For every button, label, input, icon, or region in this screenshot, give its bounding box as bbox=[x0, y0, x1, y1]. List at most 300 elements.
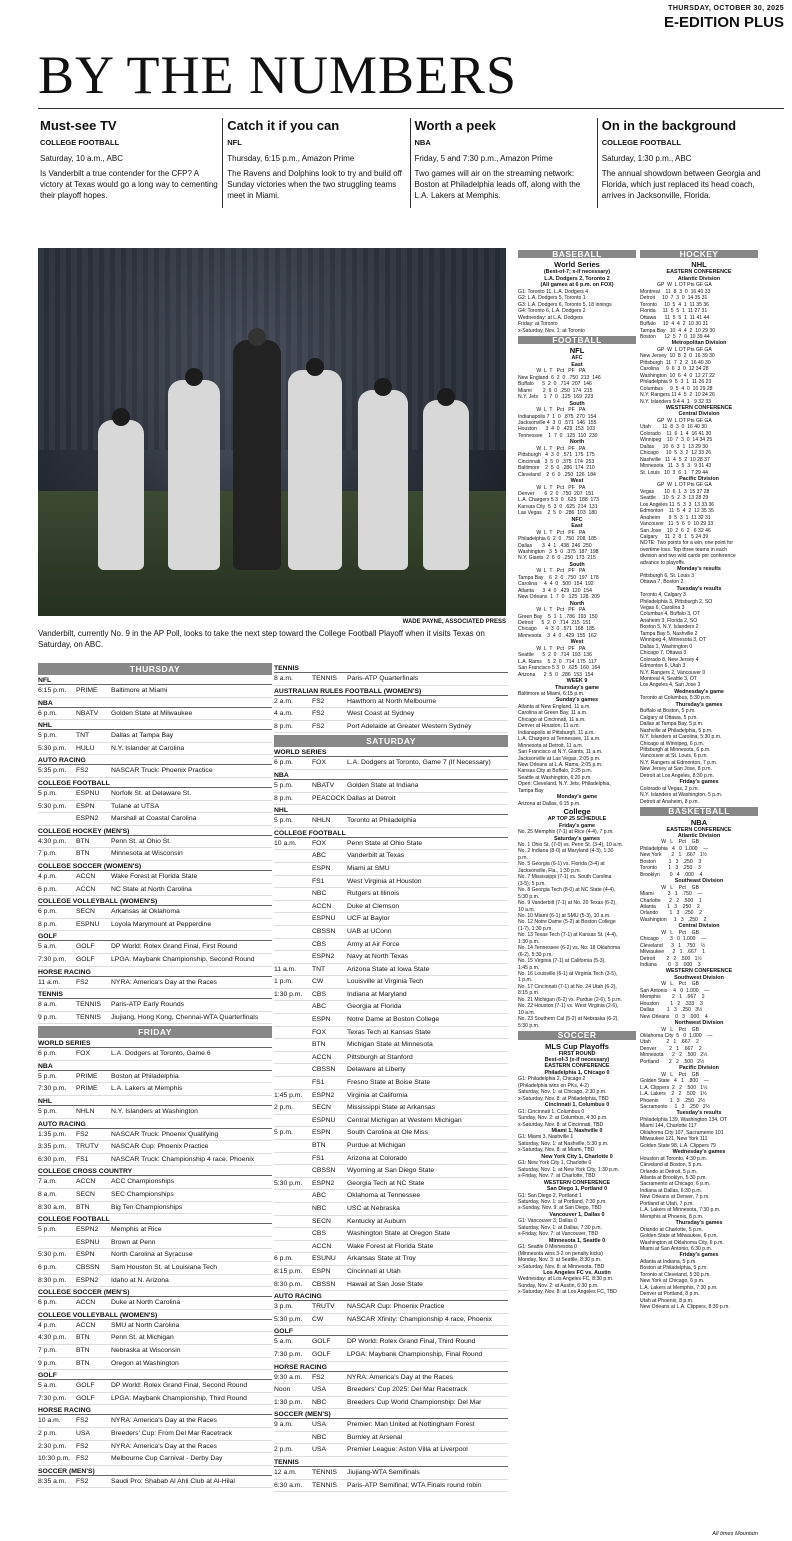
tv-channel: SECN bbox=[76, 908, 95, 916]
schedule-row bbox=[38, 1320, 272, 1333]
broadcast-time bbox=[274, 850, 312, 862]
tv-channel: PRIME bbox=[76, 1085, 98, 1093]
tv-channel: ESPNU bbox=[312, 1116, 336, 1124]
matchup: Breeders' Cup: From Del Mar Racetrack bbox=[111, 1429, 233, 1437]
player-figure bbox=[168, 380, 220, 570]
promo-description: Two games will air on the streaming network: Boston at Philadelphia leads off, along with the L.A. Lakers at Memphis. bbox=[414, 169, 581, 200]
matchup: Arizona at Colorado bbox=[347, 1154, 408, 1162]
day-header: THURSDAY bbox=[38, 663, 272, 675]
broadcast-time: 5 p.m. bbox=[274, 781, 293, 789]
schedule-row bbox=[274, 926, 508, 939]
matchup: Boston at Philadelphia bbox=[111, 1072, 179, 1080]
schedule-row bbox=[38, 1393, 272, 1406]
broadcast-time: 8 a.m. bbox=[38, 1191, 57, 1199]
tv-channel: TNT bbox=[76, 732, 90, 740]
day-header: FRIDAY bbox=[38, 1026, 272, 1038]
broadcast-time: 8:35 a.m. bbox=[38, 1477, 67, 1485]
schedule-row bbox=[274, 1203, 508, 1216]
broadcast-time bbox=[274, 1115, 312, 1127]
standings-baseball-football-soccer bbox=[518, 248, 636, 1526]
tv-channel: GOLF bbox=[312, 1350, 331, 1358]
broadcast-time: 4 p.m. bbox=[38, 1321, 57, 1329]
schedule-row bbox=[38, 1380, 272, 1393]
tv-channel: USA bbox=[312, 1446, 326, 1454]
tv-channel: FS2 bbox=[76, 1130, 89, 1138]
league-title: World Series bbox=[554, 260, 600, 270]
subheading: Thursday's game bbox=[554, 684, 600, 691]
subheading: Philadelphia 1, Chicago 0 bbox=[544, 1069, 610, 1076]
sport-heading: NBA bbox=[38, 1061, 272, 1071]
schedule-row bbox=[274, 1052, 508, 1065]
broadcast-time: 6 p.m. bbox=[38, 1264, 57, 1271]
tv-channel: BTN bbox=[76, 1334, 90, 1342]
subheading: WEEK 9 bbox=[566, 678, 588, 685]
league-title: NBA bbox=[690, 817, 708, 827]
schedule-row bbox=[38, 1224, 272, 1237]
standings-text: Colorado at Vegas, 2 p.m. N.Y. Islanders at Washington, 5 p.m. Detroit at Anaheim, 8 p.m. bbox=[640, 785, 723, 805]
tv-channel: ESPN2 bbox=[76, 1276, 99, 1284]
matchup: DP World: Rolex Grand Final, First Round bbox=[111, 943, 238, 951]
broadcast-time: 8 a.m. bbox=[38, 1001, 57, 1009]
helmet-icon bbox=[185, 368, 203, 386]
tv-channel: TNT bbox=[312, 965, 326, 973]
schedule-row bbox=[38, 1476, 272, 1489]
broadcast-time: 5:30 p.m. bbox=[274, 1315, 303, 1323]
schedule-row bbox=[274, 793, 508, 806]
sport-heading: COLLEGE SOCCER (WOMEN'S) bbox=[38, 861, 272, 871]
matchup: Army at Air Force bbox=[347, 940, 400, 948]
schedule-row bbox=[274, 1301, 508, 1314]
subheading: East bbox=[571, 361, 583, 368]
matchup: NASCAR Truck: Championship 4 race, Phoenix bbox=[111, 1155, 255, 1163]
matchup: West Virginia at Houston bbox=[347, 877, 422, 885]
matchup: Duke at North Carolina bbox=[111, 1299, 181, 1307]
tv-channel: FS2 bbox=[312, 697, 325, 705]
promo-worth-a-peek bbox=[410, 118, 597, 208]
tv-channel: FS2 bbox=[76, 978, 89, 986]
broadcast-time bbox=[274, 1027, 312, 1039]
broadcast-time: 6 p.m. bbox=[38, 1299, 57, 1307]
schedule-row bbox=[274, 1165, 508, 1178]
broadcast-time: 11 a.m. bbox=[274, 965, 297, 973]
broadcast-time: 8 p.m. bbox=[274, 794, 293, 802]
tv-channel: FOX bbox=[312, 1028, 326, 1036]
schedule-row bbox=[38, 1106, 272, 1119]
matchup: Saudi Pro: Shabab Al Ahli Club at Al-Hilal bbox=[111, 1477, 235, 1485]
sport-heading: AUSTRALIAN RULES FOOTBALL (WOMEN'S) bbox=[274, 686, 508, 696]
matchup: Indiana at Maryland bbox=[347, 990, 407, 998]
matchup: Tulane at UTSA bbox=[111, 802, 160, 810]
tv-channel: ESPN2 bbox=[312, 1179, 335, 1187]
broadcast-time: 6 p.m. bbox=[38, 709, 57, 717]
league-title: MLS Cup Playoffs bbox=[545, 1041, 609, 1051]
tv-channel: ACCN bbox=[76, 872, 96, 880]
subheading: Tuesday's results bbox=[676, 1110, 722, 1117]
subheading: North bbox=[569, 600, 585, 607]
broadcast-time: 9 p.m. bbox=[38, 1013, 57, 1021]
subheading: Central Division bbox=[678, 411, 720, 418]
broadcast-time: 4 p.m. bbox=[38, 872, 57, 880]
tv-channel: SECN bbox=[76, 1191, 95, 1199]
schedule-row bbox=[274, 989, 508, 1002]
matchup: Memphis at Rice bbox=[111, 1226, 162, 1234]
matchup: Burnley at Arsenal bbox=[347, 1433, 403, 1441]
schedule-row bbox=[274, 673, 508, 686]
sport-heading: COLLEGE VOLLEYBALL (WOMEN'S) bbox=[38, 1310, 272, 1320]
subheading: AFC bbox=[571, 355, 583, 362]
broadcast-time: 9 p.m. bbox=[38, 1359, 57, 1367]
schedule-row bbox=[38, 1358, 272, 1371]
tv-channel: BTN bbox=[76, 1346, 90, 1354]
schedule-row bbox=[274, 976, 508, 989]
standings-text: W L Pct GB Oklahoma City 5 0 1.000 — Utah 2 1 .667 2 Denver 2 1 .667 2 Minnesota 2 2 .500 2½ Portland 2 2 .500 2½ bbox=[640, 1026, 713, 1065]
schedule-row bbox=[274, 964, 508, 977]
tv-channel: ESPN2 bbox=[76, 1226, 99, 1234]
broadcast-time: 7 p.m. bbox=[38, 1346, 57, 1354]
schedule-row bbox=[274, 1077, 508, 1090]
tv-channel: NBC bbox=[312, 1433, 327, 1441]
player-figure bbox=[288, 370, 342, 570]
broadcast-time: 6 p.m. bbox=[38, 1050, 57, 1058]
tv-channel: GOLF bbox=[312, 1338, 331, 1346]
subheading: Thursday's games bbox=[675, 701, 723, 708]
standings-text: NOTE: Two points for a win, one point for overtime loss. Top three teams in each division and two wild cards per conference advance to playoffs. bbox=[640, 540, 736, 566]
subheading: East bbox=[571, 523, 583, 530]
tv-channel: CBSSN bbox=[76, 1264, 100, 1271]
matchup: Breeders' Cup 2025: Del Mar Racetrack bbox=[347, 1386, 468, 1394]
schedule-row bbox=[274, 1372, 508, 1385]
subheading: (All games at 6 p.m. on FOX) bbox=[540, 282, 614, 289]
sport-heading: GOLF bbox=[274, 1326, 508, 1336]
promo-title: Worth a peek bbox=[414, 118, 496, 133]
broadcast-time bbox=[274, 1228, 312, 1240]
tv-channel: ESPN2 bbox=[312, 953, 335, 961]
matchup: Vanderbilt at Texas bbox=[347, 852, 405, 860]
standings-text: Philadelphia 139, Washington 134, OT Miami 144, Charlotte 117 Oklahoma City 107, Sacramento 101 Milwaukee 121, New York 111 Golden State 98, L.A. Clippers 79 bbox=[640, 1116, 728, 1149]
schedule-row bbox=[274, 1115, 508, 1128]
league-title: NHL bbox=[691, 260, 707, 270]
standings-text: G1: Philadelphia 2, Chicago 2 (Philadelphia wins on PKs, 4-2) Saturday, Nov. 1: at Chicago, 2:30 p.m. x-Saturday, Nov. 8: at Philadelphia, TBD bbox=[518, 1076, 609, 1102]
broadcast-time: 6 p.m. bbox=[38, 908, 57, 916]
matchup: NASCAR Cup: Phoenix Practice bbox=[111, 1143, 209, 1151]
schedule-row bbox=[274, 1027, 508, 1040]
tv-channel: USA bbox=[312, 1386, 326, 1394]
standings-text: Arizona at Dallas, 6:15 p.m. bbox=[518, 800, 581, 807]
matchup: Breeders Cup World Championship: Del Mar bbox=[347, 1398, 482, 1406]
broadcast-time: 7:30 p.m. bbox=[38, 955, 67, 963]
broadcast-time: 5 a.m. bbox=[38, 943, 57, 951]
broadcast-time bbox=[274, 939, 312, 951]
tv-channel: FS2 bbox=[76, 1417, 89, 1425]
schedule-row bbox=[38, 848, 272, 861]
matchup: N.Y. Islander at Carolina bbox=[111, 744, 185, 752]
standings-text: GP W L OT Pts GF GA Montreal 11 8 3 0 16 40 33 Detroit 10 7 3 0 14 35 31 Toronto 10 5 4 1 11 35 36 Florida 11 5 5 1 11 27 31 Ottawa 11 5 5 1 11 41 44 Buffalo 10 4 4 2 10 30 31 Tampa Bay 10 4 4 2 10 29 30 Boston 12 5 7 0 10 39 44 bbox=[640, 282, 716, 340]
subheading: NFC bbox=[571, 516, 583, 523]
standings-text: No. 1 Ohio St. (7-0) vs. Penn St. (3-4), 10 a.m. No. 2 Indiana (8-0) at Maryland (4-3), 1:30 p.m. No. 5 Georgia (6-1) vs. Florida (3-4) at Jacksonville, Fla., 1:30 p.m. No. 7 Mississippi (7-1) vs. South Carolina (3-5), 5 p.m. No. 8 Georgia Tech (8-0) at NC State (4-4), 5:30 p.m. No. 9 Vanderbilt (7-1) at No. 20 Texas (6-2), 10 a.m. No. 10 Miami (6-1) at SMU (5-3), 10 a.m. No. 12 Notre Dame (5-2) at Boston College (1-7), 1:30 p.m. No. 13 Texas Tech (7-1) at Kansas St. (4-4), 1:30 p.m. No. 14 Tennessee (6-2) vs. No. 18 Oklahoma (6-2), 5:30 p.m. No. 15 Virginia (7-1) at California (5-3), 1:45 p.m. No. 16 Louisville (6-1) at Virginia Tech (3-5), 1 p.m. No. 17 Cincinnati (7-1) at No. 24 Utah (6-2), 8:15 p.m. No. 21 Michigan (6-2) vs. Purdue (2-6), 5 p.m. No. 22 Houston (7-1) vs. West Virginia (2-6), 10 a.m. No. 23 Southern Cal (5-2) at Nebraska (6-2), 5:30 p.m. bbox=[518, 841, 624, 1029]
standings-text: Atlanta at New England, 11 a.m. Carolina at Green Bay, 11 a.m. Chicago at Cincinnati, 11 a.m. Denver at Houston, 11 a.m. Indianapolis at Pittsburgh, 11 a.m. L.A. Chargers at Tennessee, 11 a.m. Minnesota at Detroit, 11 a.m. San Francisco at N.Y. Giants, 11 a.m. Jacksonville at Las Vegas, 2:05 p.m. New Orleans at L.A. Rams, 2:05 p.m. Kansas City at Buffalo, 2:25 p.m. Seattle at Washington, 6:20 p.m. Open: Cleveland, N.Y. Jets, Philadelphia, Tampa Bay bbox=[518, 703, 611, 794]
schedule-row bbox=[38, 977, 272, 990]
matchup: ACC Championships bbox=[111, 1178, 175, 1186]
schedule-row bbox=[38, 1237, 272, 1250]
matchup: Golden State at Milwaukee bbox=[111, 709, 193, 717]
tv-channel: ESPN2 bbox=[312, 1091, 335, 1099]
standings-text: Wednesday: at Los Angeles FC, 8:30 p.m. Sunday, Nov. 2: at Austin, 6:30 p.m. x-Saturday, Nov. 8: at Los Angeles FC, TBD bbox=[518, 1276, 617, 1296]
schedule-row bbox=[38, 1428, 272, 1441]
subheading: Saturday's games bbox=[554, 835, 600, 842]
broadcast-time: 10:30 p.m. bbox=[38, 1455, 71, 1463]
sport-heading: WORLD SERIES bbox=[274, 747, 508, 757]
promo-time: Saturday, 10 a.m., ABC bbox=[40, 154, 124, 163]
schedule-row bbox=[38, 871, 272, 884]
schedule-row bbox=[38, 999, 272, 1012]
standings-text: G1: Miami 3, Nashville 1 Saturday, Nov. 1: at Nashville, 5:30 p.m. x-Saturday, Nov. 8: at Miami, TBD bbox=[518, 1134, 609, 1154]
tv-channel: TENNIS bbox=[312, 675, 337, 682]
schedule-row bbox=[38, 1048, 272, 1061]
schedule-row bbox=[274, 850, 508, 863]
subheading: Vancouver 1, Dallas 0 bbox=[549, 1211, 605, 1218]
schedule-row bbox=[38, 1332, 272, 1345]
subheading: AP TOP 25 SCHEDULE bbox=[547, 816, 607, 823]
sport-heading: COLLEGE FOOTBALL bbox=[38, 1214, 272, 1224]
subheading: South bbox=[569, 400, 585, 407]
sport-heading: TENNIS bbox=[274, 1457, 508, 1467]
matchup: Virginia at California bbox=[347, 1091, 408, 1099]
matchup: Delaware at Liberty bbox=[347, 1066, 406, 1074]
broadcast-time: 5 p.m. bbox=[38, 789, 57, 797]
schedule-row bbox=[38, 1453, 272, 1466]
matchup: Baltimore at Miami bbox=[111, 687, 168, 694]
broadcast-time: 8 p.m. bbox=[274, 722, 293, 730]
schedule-row bbox=[274, 1039, 508, 1052]
broadcast-time bbox=[38, 813, 76, 825]
tv-channel: SECN bbox=[312, 1217, 331, 1225]
tv-channel: FOX bbox=[76, 1050, 90, 1058]
subheading: Friday's game bbox=[558, 822, 596, 829]
schedule-row bbox=[274, 1216, 508, 1229]
subheading: West bbox=[570, 639, 584, 646]
broadcast-time bbox=[274, 951, 312, 963]
broadcast-time bbox=[274, 1165, 312, 1177]
sport-heading: AUTO RACING bbox=[38, 1119, 272, 1129]
edition-name: E-EDITION PLUS bbox=[663, 14, 784, 31]
broadcast-time: 7:30 p.m. bbox=[274, 1350, 303, 1358]
matchup: North Carolina at Syracuse bbox=[111, 1251, 193, 1259]
tv-channel: NHLN bbox=[312, 817, 331, 825]
schedule-row bbox=[38, 685, 272, 698]
subheading: Best-of-3 (x-if necessary) bbox=[544, 1057, 610, 1064]
schedule-row bbox=[274, 1432, 508, 1445]
tv-channel: ACCN bbox=[312, 1242, 332, 1250]
tv-channel: ACCN bbox=[76, 1178, 96, 1186]
sport-section-header: SOCCER bbox=[518, 1031, 636, 1039]
schedule-row bbox=[274, 1064, 508, 1077]
subheading: Northwest Division bbox=[674, 1020, 724, 1027]
subheading: Metropolitan Division bbox=[671, 340, 727, 347]
broadcast-time bbox=[274, 1077, 312, 1089]
matchup: Wake Forest at Florida State bbox=[347, 1242, 434, 1250]
matchup: L.A. Dodgers at Toronto, Game 6 bbox=[111, 1050, 211, 1058]
matchup: Fresno State at Boise State bbox=[347, 1079, 431, 1087]
tv-channel: BTN bbox=[76, 1359, 90, 1367]
standings-text: W L Pct GB Golden State 4 1 .800 — L.A. Clippers 2 2 .500 1½ L.A. Lakers 2 2 .500 1½ Phoenix 1 3 .250 2½ Sacramento 1 3 .250 2½ bbox=[640, 1071, 710, 1110]
tv-channel: GOLF bbox=[76, 1394, 95, 1402]
subheading: Southeast Division bbox=[674, 878, 724, 885]
broadcast-time: 1 p.m. bbox=[274, 978, 293, 986]
tv-channel: NBC bbox=[312, 1398, 327, 1406]
matchup: Oklahoma at Tennessee bbox=[347, 1192, 421, 1200]
sport-heading: NHL bbox=[38, 1096, 272, 1106]
tv-channel: ESPN bbox=[312, 864, 331, 872]
player-figure bbox=[233, 340, 281, 570]
broadcast-time bbox=[274, 1064, 312, 1076]
standings-text: Pittsburgh 6, St. Louis 3 Ottawa 7, Boston 2 bbox=[640, 572, 695, 586]
broadcast-time: 3 p.m. bbox=[274, 1303, 293, 1311]
broadcast-time: 5 p.m. bbox=[38, 732, 57, 740]
tv-channel: FS2 bbox=[76, 1442, 89, 1450]
schedule-row bbox=[38, 941, 272, 954]
matchup: Pittsburgh at Stanford bbox=[347, 1053, 413, 1061]
promo-label: NFL bbox=[227, 138, 242, 147]
tv-channel: ACCN bbox=[312, 902, 332, 910]
promo-description: The Ravens and Dolphins look to try and build off Sunday victories when the two struggling teams meet in Miami. bbox=[227, 169, 402, 200]
sport-heading: TENNIS bbox=[274, 663, 508, 673]
tv-channel: CW bbox=[312, 1315, 324, 1323]
matchup: LPGA: Maybank Championship, Third Round bbox=[111, 1394, 247, 1402]
schedule-row bbox=[274, 1336, 508, 1349]
standings-text: GP W L OT Pts GF GA Utah 11 8 3 0 16 40 30 Colorado 11 6 1 4 16 41 30 Winnipeg 10 7 3 0 14 34 25 Dallas 10 6 3 1 13 29 30 Chicago 10 5 3 2 12 33 26 Nashville 11 4 5 2 10 28 37 Minnesota 11 3 5 3 9 31 43 St. Louis 10 3 6 1 7 29 44 bbox=[640, 417, 713, 476]
tv-channel: ESPN bbox=[76, 1251, 95, 1259]
matchup: Premier: Man United at Nottingham Forest bbox=[347, 1421, 475, 1429]
broadcast-time: 5 p.m. bbox=[38, 1108, 57, 1116]
matchup: Kentucky at Auburn bbox=[347, 1217, 406, 1225]
sport-heading: COLLEGE FOOTBALL bbox=[38, 778, 272, 788]
matchup: Golden State at Indiana bbox=[347, 781, 419, 789]
subheading: EASTERN CONFERENCE bbox=[666, 826, 732, 833]
broadcast-time: 5 p.m. bbox=[38, 1072, 57, 1080]
matchup: Premier League: Aston Villa at Liverpool bbox=[347, 1446, 468, 1454]
subheading: Thursday's games bbox=[675, 1220, 723, 1227]
schedule-row bbox=[38, 788, 272, 801]
tv-channel: FS2 bbox=[76, 1477, 89, 1485]
promo-time: Thursday, 6:15 p.m., Amazon Prime bbox=[227, 154, 355, 163]
subheading: West bbox=[570, 478, 584, 485]
tv-channel: ACCN bbox=[76, 885, 96, 893]
matchup: NYRA: America's Day at the Races bbox=[347, 1373, 453, 1381]
schedule-row bbox=[274, 757, 508, 770]
broadcast-time: 1:35 p.m. bbox=[38, 1130, 67, 1138]
matchup: NASCAR Xfinity: Championship 4 race, Phoenix bbox=[347, 1315, 493, 1323]
schedule-row bbox=[38, 1012, 272, 1025]
subheading: Friday's games bbox=[679, 1252, 719, 1259]
tv-channel: FS2 bbox=[312, 722, 325, 730]
schedule-row bbox=[274, 1314, 508, 1327]
broadcast-time bbox=[274, 1241, 312, 1253]
broadcast-time: 7 a.m. bbox=[38, 1178, 57, 1186]
promo-catch-it bbox=[222, 118, 409, 208]
broadcast-time: 2 a.m. bbox=[274, 697, 293, 705]
matchup: Mississippi State at Arkansas bbox=[347, 1104, 436, 1112]
matchup: Navy at North Texas bbox=[347, 953, 409, 961]
tv-channel: ESPN bbox=[76, 802, 95, 810]
tv-channel: USA bbox=[312, 1421, 326, 1429]
matchup: Louisville at Virginia Tech bbox=[347, 978, 424, 986]
sport-section-header: BASKETBALL bbox=[640, 807, 758, 815]
broadcast-time: 8:30 a.m. bbox=[38, 1203, 67, 1211]
schedule-row bbox=[38, 1275, 272, 1288]
broadcast-time: 5:30 p.m. bbox=[38, 802, 67, 810]
schedule-row bbox=[38, 743, 272, 756]
schedule-row bbox=[274, 696, 508, 709]
tv-channel: ABC bbox=[312, 1192, 326, 1200]
broadcast-time: 5:30 p.m. bbox=[274, 1179, 303, 1187]
broadcast-time: 8:15 p.m. bbox=[274, 1267, 303, 1275]
broadcast-time: 5:30 p.m. bbox=[38, 744, 67, 752]
standings-text: GP W L OT Pts GF GA New Jersey 10 8 2 0 16 39 30 Pittsburgh 11 7 2 2 16 40 30 Carolina 9 6 3 0 12 34 28 Washington 10 6 4 0 12 27 22 Philadelphia 9 5 3 1 11 26 23 Columbus 9 5 4 0 10 29 28 N.Y. Rangers 11 4 5 2 10 24 26 N.Y. Islanders 9 4 4 1 9 32 33 bbox=[640, 346, 715, 405]
tv-channel: ESPNU bbox=[312, 915, 336, 923]
standings-text: W L Pct GB Miami 3 1 .750 — Charlotte 2 2 .500 1 Atlanta 1 3 .250 2 Orlando 1 3 .250 2 Washington 1 3 .250 2 bbox=[640, 884, 707, 923]
matchup: DP World: Rolex Grand Final, Second Round bbox=[111, 1382, 248, 1390]
subheading: Monday's results bbox=[677, 566, 721, 573]
player-figure bbox=[98, 420, 144, 570]
standings-text: W L T Pct PF PA Indianapolis 7 1 0 .875 270 154 Jacksonville 4 3 0 .571 146 155 Houston 3 4 0 .429 153 103 Tennessee 1 7 0 .125 110 230 bbox=[518, 407, 598, 439]
tv-channel: CBSSN bbox=[312, 1280, 336, 1288]
standings-text: GP W L OT Pts GF GA Vegas 10 6 1 3 15 37 28 Seattle 10 5 2 3 13 28 29 Los Angeles 11 5 3 3 13 33 36 Edmonton 11 5 4 2 12 35 35 Anaheim 9 5 3 1 11 32 31 Vancouver 11 5 6 0 10 29 33 San Jose 10 2 6 2 6 32 46 Calgary 11 2 8 1 5 24 39 bbox=[640, 482, 715, 541]
page-title: BY THE NUMBERS bbox=[38, 45, 518, 105]
broadcast-time: 5 p.m. bbox=[274, 817, 293, 825]
standings-text: W L Pct GB Philadelphia 4 0 1.000 — New York 2 1 .667 1½ Boston 1 3 .250 3 Toronto 1 3 .250 3 Brooklyn 0 4 .000 4 bbox=[640, 839, 709, 878]
schedule-row bbox=[38, 1345, 272, 1358]
tv-channel: FS2 bbox=[76, 1455, 89, 1463]
tv-channel: CBSSN bbox=[312, 1167, 336, 1175]
schedule-row bbox=[274, 708, 508, 721]
broadcast-time: 9 a.m. bbox=[274, 1421, 293, 1429]
tv-channel: TENNIS bbox=[312, 1481, 337, 1489]
matchup: Georgia Tech at NC State bbox=[347, 1179, 425, 1187]
subheading: EASTERN CONFERENCE bbox=[666, 269, 732, 276]
schedule-row bbox=[274, 1384, 508, 1397]
subheading: Central Division bbox=[678, 923, 720, 930]
broadcast-time: 5 a.m. bbox=[38, 1382, 57, 1390]
masthead bbox=[0, 0, 792, 40]
tv-channel: ACCN bbox=[312, 1053, 332, 1061]
schedule-row bbox=[274, 721, 508, 734]
broadcast-time: 11 a.m. bbox=[38, 978, 61, 986]
schedule-row bbox=[38, 1154, 272, 1167]
broadcast-time: 8:30 p.m. bbox=[274, 1280, 303, 1288]
broadcast-time bbox=[274, 1014, 312, 1026]
league-title: NFL bbox=[569, 346, 585, 356]
broadcast-time: 2:30 p.m. bbox=[38, 1442, 67, 1450]
schedule-row bbox=[274, 1102, 508, 1115]
promo-title: Must-see TV bbox=[40, 118, 117, 133]
schedule-row bbox=[274, 815, 508, 828]
schedule-row bbox=[274, 1001, 508, 1014]
broadcast-time: 7:30 p.m. bbox=[38, 1394, 67, 1402]
tv-channel: FS1 bbox=[312, 1079, 325, 1087]
tv-channel: ABC bbox=[312, 1003, 326, 1011]
subheading: South bbox=[569, 561, 585, 568]
broadcast-time: 7 p.m. bbox=[38, 850, 57, 858]
schedule-row bbox=[38, 765, 272, 778]
matchup: West Coast at Sydney bbox=[347, 710, 415, 718]
broadcast-time: Noon bbox=[274, 1386, 291, 1394]
tv-channel: SECN bbox=[312, 1104, 331, 1112]
schedule-row bbox=[38, 1129, 272, 1142]
tv-channel: CBS bbox=[312, 940, 326, 948]
photo-credit: WADE PAYNE, ASSOCIATED PRESS bbox=[402, 619, 506, 625]
subheading: Los Angeles FC vs. Austin bbox=[543, 1269, 611, 1276]
schedule-row bbox=[38, 1176, 272, 1189]
